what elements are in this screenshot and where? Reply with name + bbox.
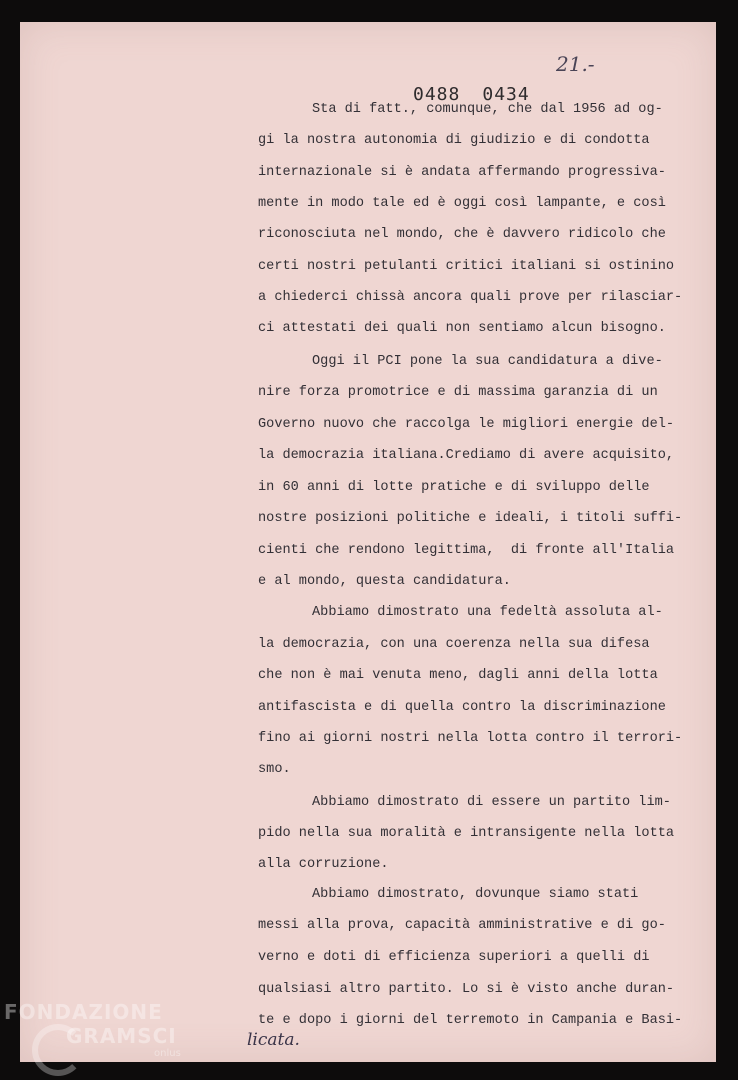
- text-line: messi alla prova, capacità amministrative e di go-: [258, 918, 666, 933]
- text-line: Sta di fatt., comunque, che dal 1956 ad og-: [312, 102, 663, 117]
- text-line: antifascista e di quella contro la discriminazione: [258, 700, 666, 715]
- text-line: Abbiamo dimostrato, dovunque siamo stati: [312, 887, 639, 902]
- text-line: Abbiamo dimostrato di essere un partito lim-: [312, 795, 671, 810]
- text-line: nire forza promotrice e di massima garanzia di un: [258, 385, 658, 400]
- text-line: pido nella sua moralità e intransigente nella lotta: [258, 826, 675, 841]
- handwritten-word: licata.: [247, 1030, 300, 1050]
- text-line: riconosciuta nel mondo, che è davvero ridicolo che: [258, 227, 666, 242]
- text-line: fino ai giorni nostri nella lotta contro il terrori-: [258, 731, 683, 746]
- text-line: verno e doti di efficienza superiori a quelli di: [258, 950, 650, 965]
- text-line: internazionale si è andata affermando progressiva-: [258, 165, 666, 180]
- text-line: Oggi il PCI pone la sua candidatura a dive-: [312, 354, 663, 369]
- text-line: te e dopo i giorni del terremoto in Campania e Basi-: [258, 1013, 683, 1028]
- text-line: smo.: [258, 762, 291, 777]
- text-line: che non è mai venuta meno, dagli anni della lotta: [258, 668, 658, 683]
- text-line: gi la nostra autonomia di giudizio e di condotta: [258, 133, 650, 148]
- text-line: qualsiasi altro partito. Lo si è visto anche duran-: [258, 982, 675, 997]
- text-line: la democrazia italiana.Crediamo di avere acquisito,: [258, 448, 675, 463]
- text-line: cienti che rendono legittima, di fronte all'Italia: [258, 543, 675, 558]
- text-line: in 60 anni di lotte pratiche e di sviluppo delle: [258, 480, 650, 495]
- text-line: certi nostri petulanti critici italiani si ostinino: [258, 259, 675, 274]
- text-line: alla corruzione.: [258, 857, 389, 872]
- text-line: Governo nuovo che raccolga le migliori energie del-: [258, 417, 675, 432]
- watermark-logo: [4, 1000, 194, 1080]
- archive-code-1: 0488: [413, 84, 461, 105]
- text-line: mente in modo tale ed è oggi così lampante, e così: [258, 196, 666, 211]
- handwritten-page-number: 21.-: [556, 52, 595, 76]
- text-line: ci attestati dei quali non sentiamo alcun bisogno.: [258, 321, 666, 336]
- watermark-line-2: GRAMSCI: [66, 1024, 177, 1048]
- text-line: a chiederci chissà ancora quali prove per rilasciar-: [258, 290, 683, 305]
- watermark-line-1: FONDAZIONE: [4, 1000, 163, 1024]
- text-line: Abbiamo dimostrato una fedeltà assoluta al-: [312, 605, 663, 620]
- archive-code-2: 0434: [482, 84, 530, 105]
- watermark-line-3: onlus: [154, 1048, 181, 1059]
- text-line: e al mondo, questa candidatura.: [258, 574, 511, 589]
- text-line: nostre posizioni politiche e ideali, i titoli suffi-: [258, 511, 683, 526]
- text-line: la democrazia, con una coerenza nella sua difesa: [258, 637, 650, 652]
